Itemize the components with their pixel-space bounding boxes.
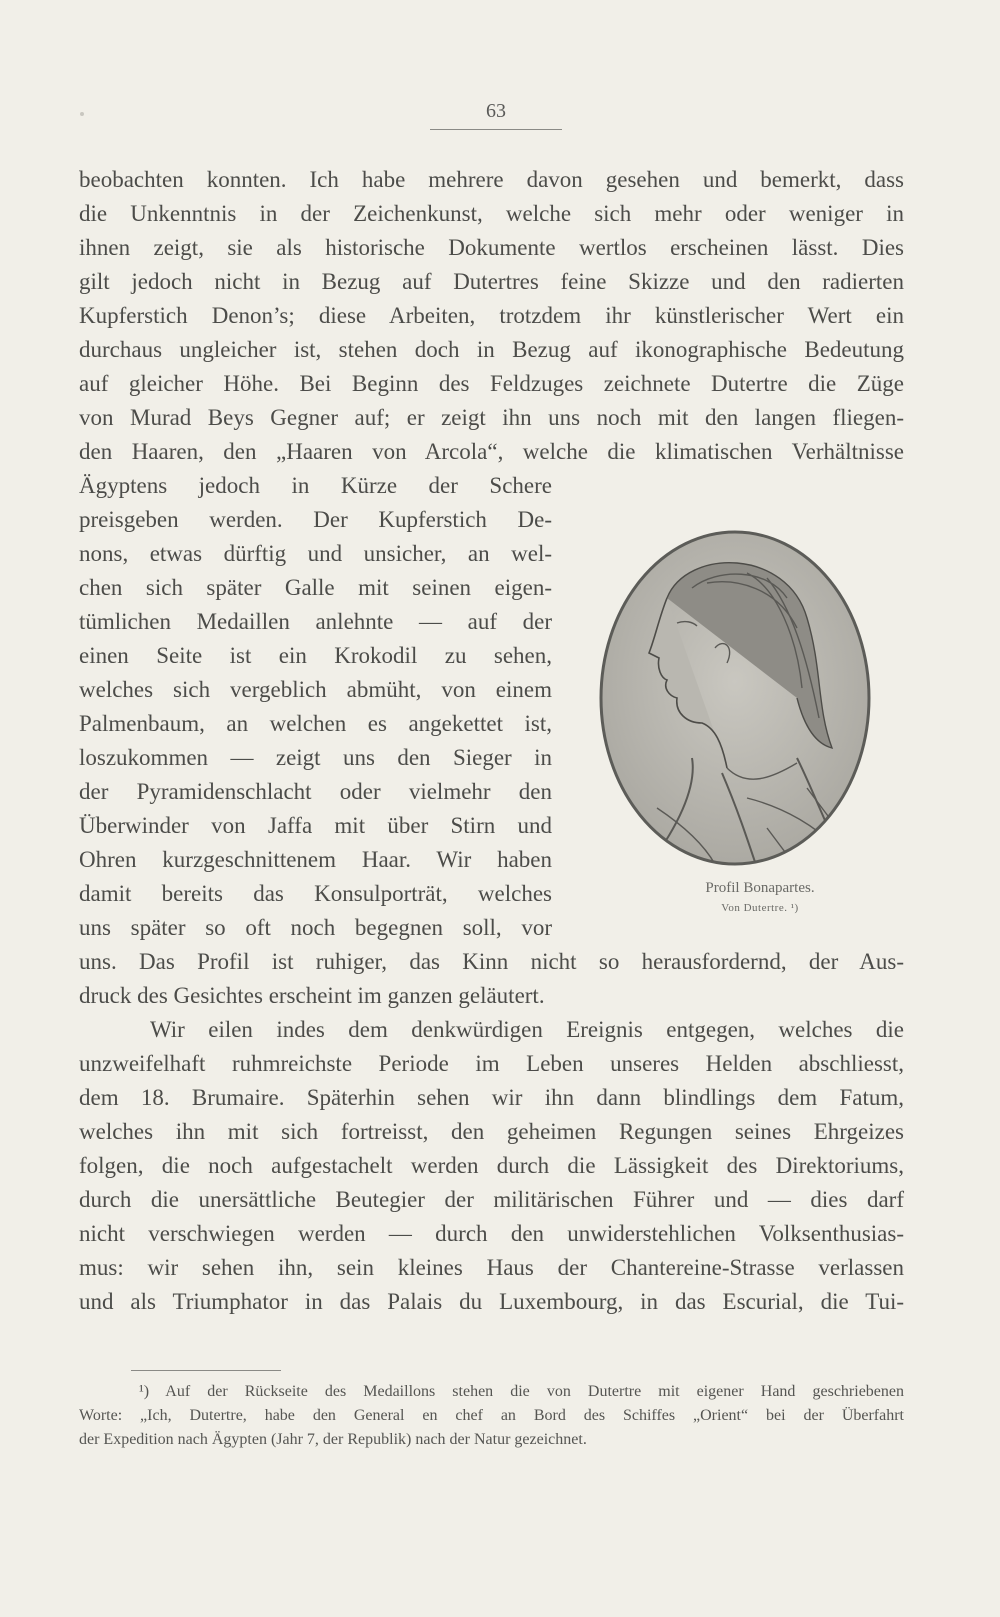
- text-line: von Murad Beys Gegner auf; er zeigt ihn uns noch mit den langen fliegen-: [79, 405, 904, 430]
- text-line: Kupferstich Denon’s; diese Arbeiten, trotzdem ihr künstlerischer Wert ein: [79, 303, 904, 328]
- text-line: und als Triumphator in das Palais du Luxembourg, in das Escurial, die Tui-: [79, 1289, 904, 1314]
- text-line: die Unkenntnis in der Zeichenkunst, welche sich mehr oder weniger in: [79, 201, 904, 226]
- text-line: unzweifelhaft ruhmreichste Periode im Leben unseres Helden abschliesst,: [79, 1051, 904, 1076]
- text-line: tümlichen Medaillen anlehnte — auf der: [79, 609, 552, 634]
- text-line: nons, etwas dürftig und unsicher, an wel-: [79, 541, 552, 566]
- text-line: durch die unersättliche Beutegier der militärischen Führer und — dies darf: [79, 1187, 904, 1212]
- text-line: der Pyramidenschlacht oder vielmehr den: [79, 779, 552, 804]
- text-line: ihnen zeigt, sie als historische Dokumente wertlos erscheinen lässt. Dies: [79, 235, 904, 260]
- stray-ink-mark: [80, 112, 84, 116]
- bonaparte-profile-portrait: [597, 528, 873, 868]
- figure-caption: Profil Bonapartes.: [705, 880, 815, 896]
- footnote-rule: [131, 1370, 281, 1371]
- figure-credit: Von Dutertre. ¹): [721, 902, 799, 914]
- text-line: uns später so oft noch begegnen soll, vor: [79, 915, 552, 940]
- text-line: uns. Das Profil ist ruhiger, das Kinn nicht so herausfordernd, der Aus-: [79, 949, 904, 974]
- text-line: Wir eilen indes dem denkwürdigen Ereignis entgegen, welches die: [150, 1017, 904, 1042]
- text-line: Palmenbaum, an welchen es angekettet ist,: [79, 711, 552, 736]
- text-line: beobachten konnten. Ich habe mehrere davon gesehen und bemerkt, dass: [79, 167, 904, 192]
- text-line: Ägyptens jedoch in Kürze der Schere: [79, 473, 552, 498]
- text-line: mus: wir sehen ihn, sein kleines Haus der Chantereine-Strasse verlassen: [79, 1255, 904, 1280]
- text-line: welches sich vergeblich abmüht, von einem: [79, 677, 552, 702]
- footnote-line: der Expedition nach Ägypten (Jahr 7, der Republik) nach der Natur gezeichnet.: [79, 1431, 587, 1448]
- text-line: druck des Gesichtes erscheint im ganzen geläutert.: [79, 983, 545, 1008]
- text-line: chen sich später Galle mit seinen eigen-: [79, 575, 552, 600]
- text-line: Überwinder von Jaffa mit über Stirn und: [79, 813, 552, 838]
- text-line: gilt jedoch nicht in Bezug auf Dutertres feine Skizze und den radierten: [79, 269, 904, 294]
- text-line: loszukommen — zeigt uns den Sieger in: [79, 745, 552, 770]
- footnote-line: ¹) Auf der Rückseite des Medaillons stehen die von Dutertre mit eigener Hand geschriebenen: [139, 1383, 904, 1400]
- text-line: Ohren kurzgeschnittenem Haar. Wir haben: [79, 847, 552, 872]
- text-line: dem 18. Brumaire. Späterhin sehen wir ihn dann blindlings dem Fatum,: [79, 1085, 904, 1110]
- text-line: durchaus ungleicher ist, stehen doch in Bezug auf ikonographische Bedeutung: [79, 337, 904, 362]
- text-line: nicht verschwiegen werden — durch den unwiderstehlichen Volksenthusias-: [79, 1221, 904, 1246]
- text-line: folgen, die noch aufgestachelt werden durch die Lässigkeit des Direktoriums,: [79, 1153, 904, 1178]
- page-number: 63: [430, 100, 562, 130]
- footnote-line: Worte: „Ich, Dutertre, habe den General en chef an Bord des Schiffes „Orient“ bei der Überfahrt: [79, 1407, 904, 1424]
- text-line: auf gleicher Höhe. Bei Beginn des Feldzuges zeichnete Dutertre die Züge: [79, 371, 904, 396]
- text-line: den Haaren, den „Haaren von Arcola“, welche die klimatischen Verhältnisse: [79, 439, 904, 464]
- text-line: preisgeben werden. Der Kupferstich De-: [79, 507, 552, 532]
- text-line: einen Seite ist ein Krokodil zu sehen,: [79, 643, 552, 668]
- text-line: damit bereits das Konsulporträt, welches: [79, 881, 552, 906]
- text-line: welches ihn mit sich fortreisst, den geheimen Regungen seines Ehrgeizes: [79, 1119, 904, 1144]
